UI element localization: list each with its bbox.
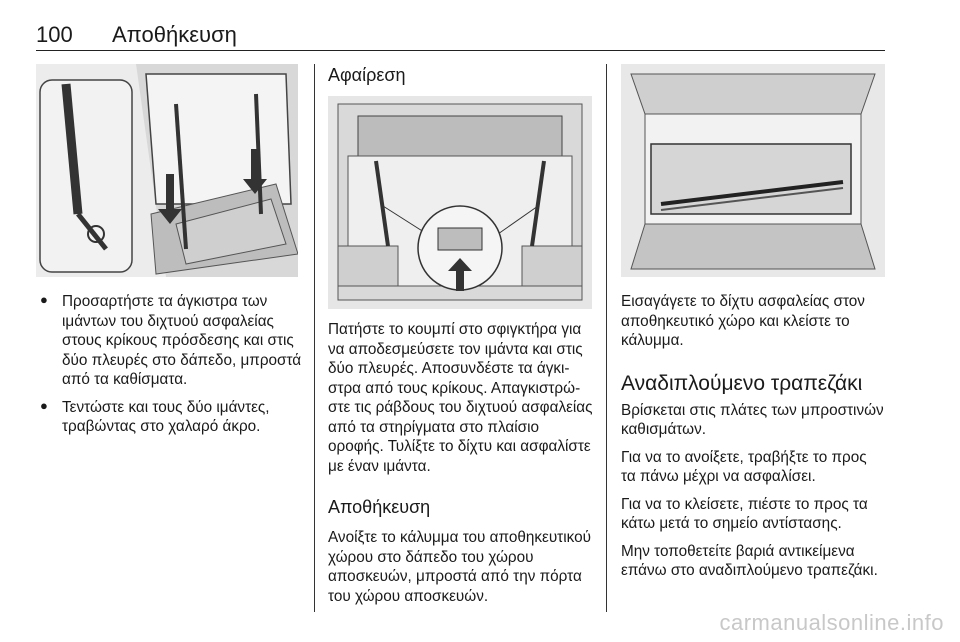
watermark: carmanualsonline.info [719,610,944,635]
page-number: 100 [36,22,73,47]
page-header [36,20,885,51]
storage-paragraph: Ανοίξτε το κάλυμμα του αποθηκευτικού χώρου στο δάπεδο του χώρου αποσκευών, μπροστά από την πόρτα του χώρου αποσκευών. [328,529,591,605]
folding-table-warning: Μην τοποθετείτε βαριά αντικείμενα επάνω στο αναδιπλούμενο τραπεζάκι. [621,542,878,579]
column-2-text [328,320,596,606]
folding-table-location: Βρίσκεται στις πλάτες των μπροστινών καθισμάτων. [621,401,884,438]
section-heading-removal: Αφαίρεση [328,65,406,85]
storage-compartment-illustration [621,64,885,277]
column-2-heading [328,64,598,86]
safety-net-attach-illustration [36,64,298,277]
folding-table-close: Για να το κλείσετε, πιέστε το προς τα κάτω μετά το σημείο αντίστασης. [621,495,868,532]
column-1-text [40,292,302,445]
safety-net-removal-illustration [328,96,592,309]
bullet-text-1: Προσαρτήστε τα άγκιστρα των ιμάντων του διχτυού ασφαλείας στους κρίκους πρόσδεσης και στις δύο πλευρές στο δάπεδο, μπροστά από τα καθίσματα. [62,293,302,388]
column-divider-1 [314,64,315,612]
bullet-icon: ● [40,292,48,307]
removal-paragraph: Πατήστε το κουμπί στο σφιγκτήρα για να αποδεσμεύσετε τον ιμάντα και στις δύο πλευρές. Αποσυνδέστε τα άγκιστρα από τους κρίκους. Απαγκιστρώστε τις ράβδους του διχτυού ασφαλείας από τα στηρίγματα στο πλαίσιο οροφής. Τυλίξτε το δίχτυ και ασφαλίστε με έναν ιμάντα. [328,321,593,475]
page-title: Αποθήκευση [112,22,237,47]
list-item [40,397,302,437]
section-heading-storage: Αποθήκευση [328,497,431,517]
section-heading-folding-table: Αναδιπλούμενο τραπεζάκι [621,371,863,395]
bullet-icon: ● [40,397,48,413]
folding-table-open: Για να το ανοίξετε, τραβήξτε το προς τα πάνω μέχρι να ασφαλίσει. [621,448,867,485]
list-item [40,292,302,390]
column-divider-2 [606,64,607,612]
column-3-text [621,292,885,581]
bullet-text-2: Τεντώστε και τους δύο ιμάντες, τραβώντας στο χαλαρό άκρο. [62,398,270,435]
insert-net-paragraph: Εισαγάγετε το δίχτυ ασφαλείας στον αποθηκευτικό χώρο και κλείστε το κάλυμμα. [621,293,865,349]
